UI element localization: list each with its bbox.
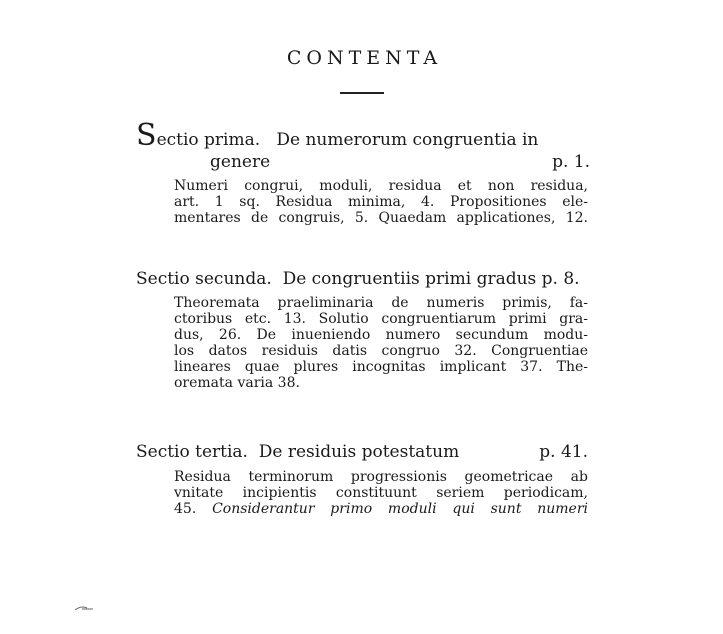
summary-line: vnitate incipientis constituunt seriem periodicam, (174, 485, 588, 501)
section-1-summary (174, 178, 588, 226)
page-title: CONTENTA (286, 47, 443, 69)
summary-line: dus, 26. De inueniendo numero secundum modu- (174, 327, 588, 343)
section-1-heading-line (136, 118, 539, 153)
summary-italic-text: Considerantur primo moduli qui sunt numeri (212, 501, 589, 517)
summary-line: art. 1 sq. Residua minima, 4. Propositiones ele- (174, 194, 588, 210)
section-3-summary (174, 469, 588, 517)
summary-line: Theoremata praeliminaria de numeris primis, fa- (174, 295, 588, 311)
summary-line: ctoribus etc. 13. Solutio congruentiarum primi gra- (174, 311, 588, 327)
summary-line: lineares quae plures incognitas implicant 37. The- (174, 359, 588, 375)
section-1-heading (136, 118, 592, 173)
section-1-heading-text: ectio prima. De numerorum congruentia in (156, 130, 539, 150)
section-2-heading (136, 268, 592, 290)
title-rule (340, 92, 384, 94)
section-3-heading-text: Sectio tertia. De residuis potestatum (136, 442, 460, 462)
summary-line: mentares de congruis, 5. Quaedam applicationes, 12. (174, 210, 588, 226)
summary-line: oremata varia 38. (174, 375, 300, 391)
summary-line-italic (174, 501, 588, 517)
section-1-page: p. 1. (552, 152, 590, 172)
summary-line: los datos residuis datis congruo 32. Congruentiae (174, 343, 588, 359)
ink-smudge (74, 604, 96, 612)
summary-number: 45. (174, 501, 197, 517)
section-1-heading-cont: genere (210, 152, 271, 172)
section-2-heading-text: Sectio secunda. De congruentiis primi gradus p. 8. (136, 269, 580, 289)
summary-line: Residua terminorum progressionis geometricae ab (174, 469, 588, 485)
section-3-page: p. 41. (539, 442, 588, 462)
section-3-heading (136, 441, 592, 463)
section-1-dropcap: S (136, 118, 157, 153)
section-2-summary (174, 295, 588, 391)
summary-line: Numeri congrui, moduli, residua et non residua, (174, 178, 588, 194)
